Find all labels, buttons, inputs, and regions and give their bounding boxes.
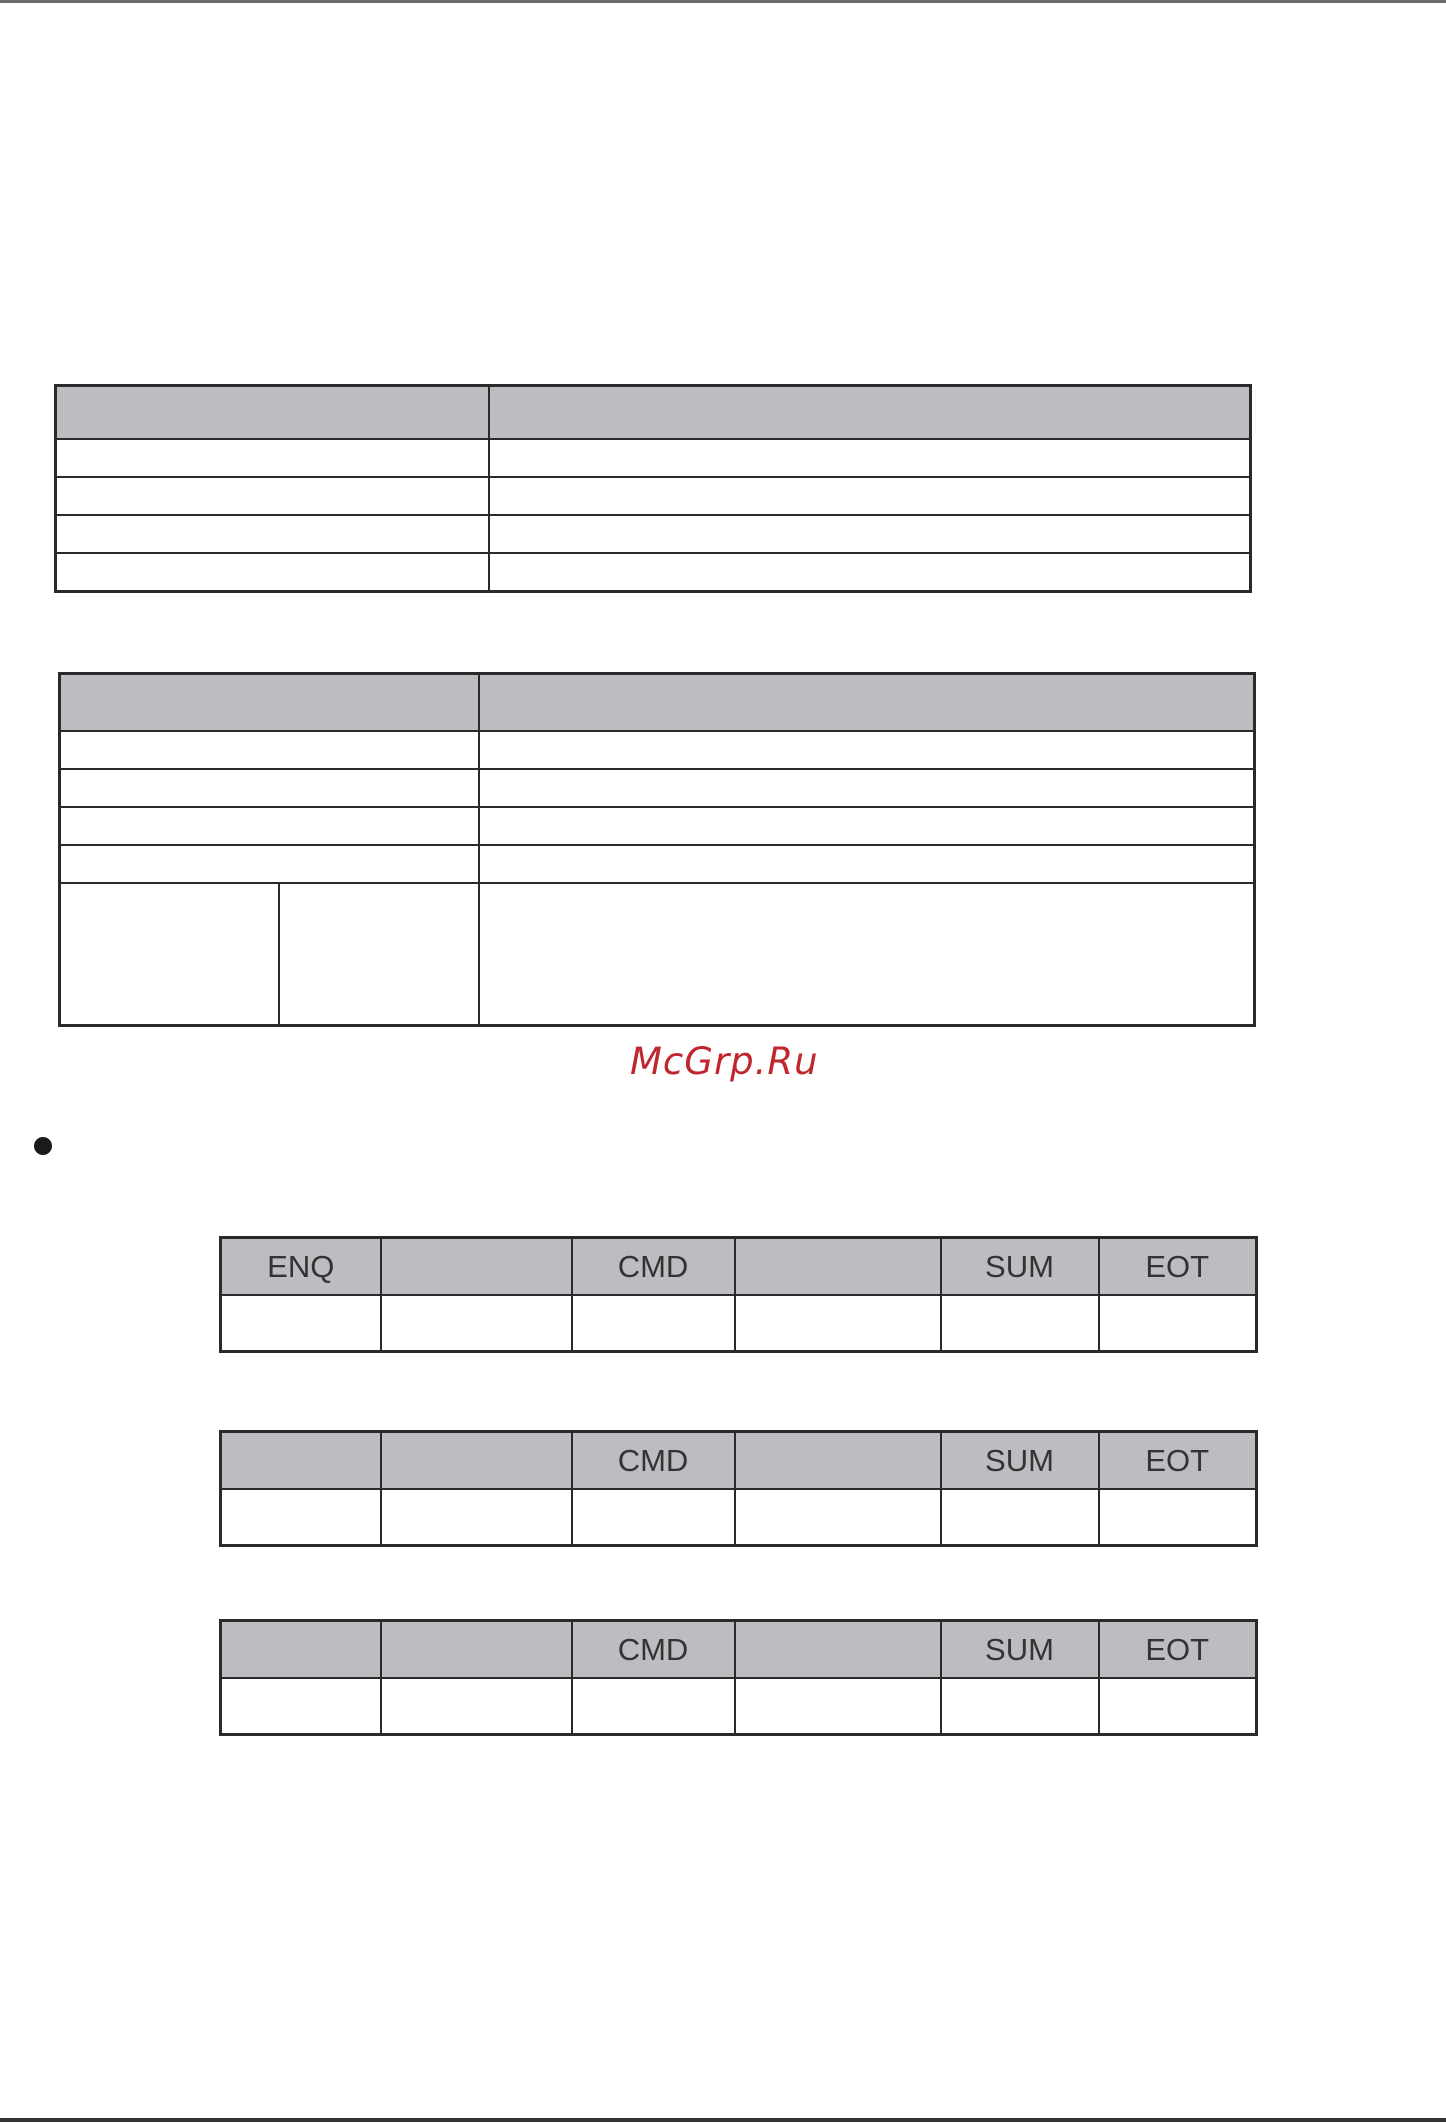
table-cell bbox=[489, 553, 1251, 592]
bullet-icon bbox=[34, 1137, 52, 1155]
frame-value-cell bbox=[941, 1489, 1099, 1546]
table-row bbox=[56, 553, 1251, 592]
frame-value-cell bbox=[941, 1678, 1099, 1735]
frame-header-cell: SUM bbox=[941, 1621, 1099, 1679]
table-cell bbox=[60, 807, 479, 845]
frame-value-cell bbox=[1099, 1489, 1257, 1546]
frame-value-row bbox=[221, 1678, 1257, 1735]
frame-format-table-2 bbox=[219, 1430, 1258, 1547]
table-cell bbox=[489, 477, 1251, 515]
frame-value-cell bbox=[381, 1295, 572, 1352]
spec-table-1 bbox=[54, 384, 1252, 593]
frame-value-cell bbox=[221, 1489, 381, 1546]
frame-header-row bbox=[221, 1432, 1257, 1490]
top-rule bbox=[0, 0, 1446, 3]
table-row bbox=[56, 515, 1251, 553]
header-cell bbox=[489, 386, 1251, 440]
frame-value-cell bbox=[1099, 1295, 1257, 1352]
table-row bbox=[60, 845, 1255, 883]
frame-header-cell: CMD bbox=[572, 1238, 735, 1296]
spec-table-2 bbox=[58, 672, 1256, 1027]
table-cell bbox=[479, 731, 1255, 769]
table-cell bbox=[479, 769, 1255, 807]
table-cell bbox=[56, 477, 489, 515]
frame-value-cell bbox=[381, 1678, 572, 1735]
frame-header-cell bbox=[735, 1432, 941, 1490]
bottom-rule bbox=[0, 2118, 1446, 2122]
table-row bbox=[60, 731, 1255, 769]
frame-value-cell bbox=[221, 1678, 381, 1735]
table-cell bbox=[60, 769, 479, 807]
frame-header-cell: EOT bbox=[1099, 1238, 1257, 1296]
table-cell bbox=[60, 731, 479, 769]
frame-header-cell: SUM bbox=[941, 1238, 1099, 1296]
frame-value-row bbox=[221, 1295, 1257, 1352]
frame-header-cell: EOT bbox=[1099, 1432, 1257, 1490]
frame-value-cell bbox=[735, 1678, 941, 1735]
frame-header-cell bbox=[381, 1621, 572, 1679]
frame-value-row bbox=[221, 1489, 1257, 1546]
table-cell bbox=[489, 439, 1251, 477]
table-cell bbox=[56, 439, 489, 477]
frame-header-cell bbox=[221, 1432, 381, 1490]
table-cell bbox=[60, 845, 479, 883]
table-cell bbox=[479, 845, 1255, 883]
frame-value-cell bbox=[381, 1489, 572, 1546]
frame-value-cell bbox=[1099, 1678, 1257, 1735]
frame-header-cell bbox=[735, 1238, 941, 1296]
table-cell bbox=[60, 883, 279, 1026]
table-row bbox=[56, 477, 1251, 515]
frame-header-row bbox=[221, 1621, 1257, 1679]
frame-value-cell bbox=[572, 1489, 735, 1546]
frame-value-cell bbox=[941, 1295, 1099, 1352]
table-row bbox=[60, 807, 1255, 845]
frame-header-cell: CMD bbox=[572, 1432, 735, 1490]
table-header-row bbox=[60, 674, 1255, 732]
frame-header-row bbox=[221, 1238, 1257, 1296]
frame-value-cell bbox=[735, 1489, 941, 1546]
table-row bbox=[60, 883, 1255, 1026]
frame-header-cell bbox=[381, 1432, 572, 1490]
table-cell bbox=[279, 883, 479, 1026]
header-cell bbox=[479, 674, 1255, 732]
table-cell bbox=[56, 553, 489, 592]
table-cell bbox=[56, 515, 489, 553]
header-cell bbox=[56, 386, 489, 440]
header-cell bbox=[60, 674, 479, 732]
frame-value-cell bbox=[572, 1678, 735, 1735]
frame-format-table-3 bbox=[219, 1619, 1258, 1736]
frame-value-cell bbox=[572, 1295, 735, 1352]
frame-header-cell bbox=[735, 1621, 941, 1679]
frame-value-cell bbox=[735, 1295, 941, 1352]
frame-format-table-1 bbox=[219, 1236, 1258, 1353]
frame-value-cell bbox=[221, 1295, 381, 1352]
frame-header-cell: SUM bbox=[941, 1432, 1099, 1490]
table-cell bbox=[489, 515, 1251, 553]
watermark-text: McGrp.Ru bbox=[630, 1040, 819, 1083]
table-row bbox=[60, 769, 1255, 807]
frame-header-cell: EOT bbox=[1099, 1621, 1257, 1679]
frame-header-cell bbox=[381, 1238, 572, 1296]
table-cell bbox=[479, 807, 1255, 845]
table-row bbox=[56, 439, 1251, 477]
frame-header-cell: ENQ bbox=[221, 1238, 381, 1296]
frame-header-cell bbox=[221, 1621, 381, 1679]
table-header-row bbox=[56, 386, 1251, 440]
table-cell bbox=[479, 883, 1255, 1026]
frame-header-cell: CMD bbox=[572, 1621, 735, 1679]
